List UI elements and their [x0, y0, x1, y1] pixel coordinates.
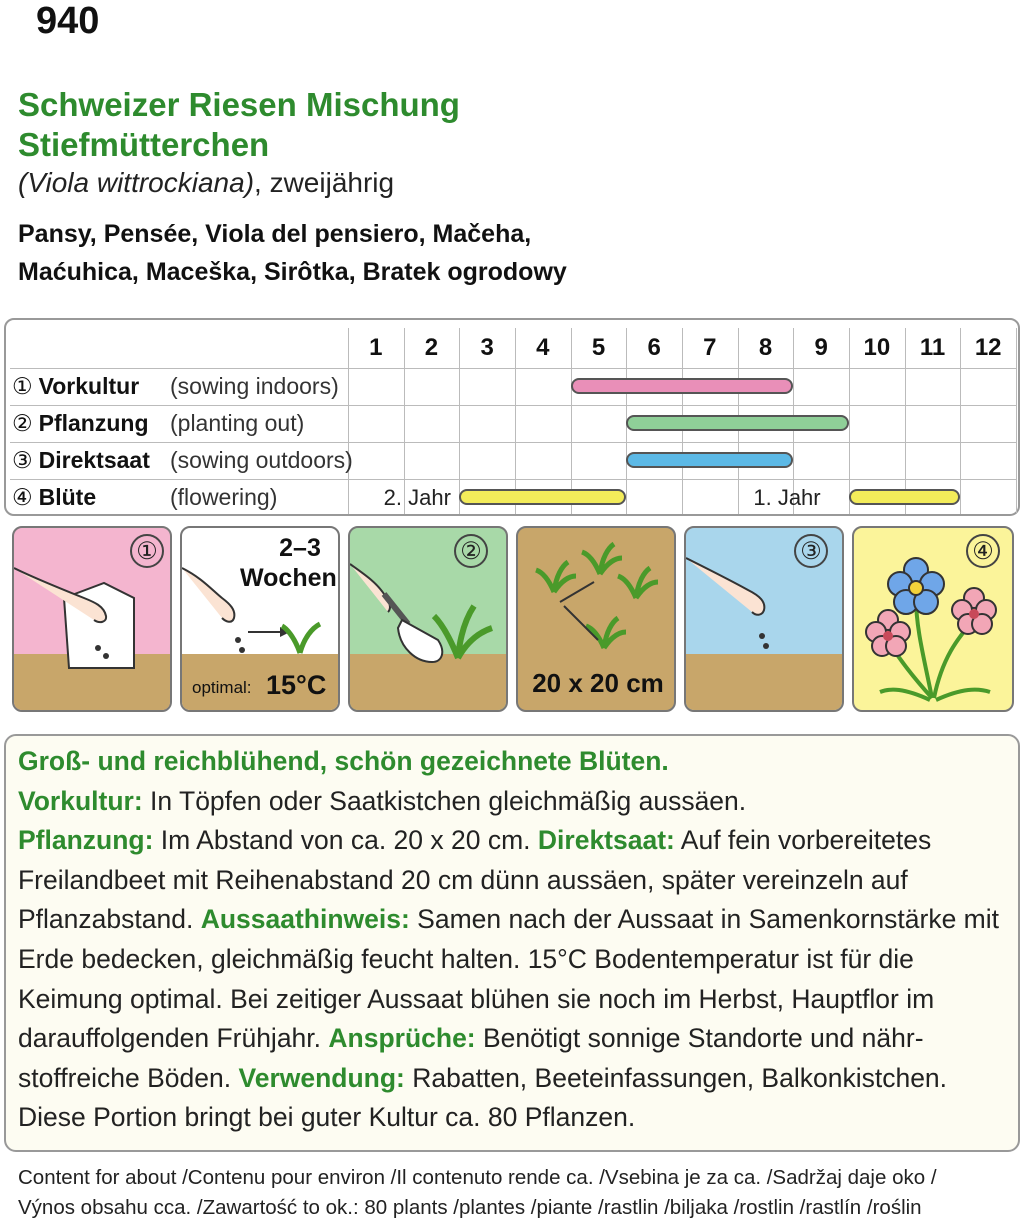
- month-label: 10: [863, 334, 891, 361]
- product-subtitle: Stiefmütterchen: [18, 126, 270, 163]
- direktsaat-label: Direktsaat:: [537, 825, 675, 856]
- calendar-period-bar: [626, 415, 849, 431]
- content-note-line1: Content for about /Contenu pour environ /Il contenuto rende ca. /Vsebina je za ca. /Sadržaj daje oko /: [18, 1166, 937, 1189]
- optimal-temperature: 15°C: [266, 670, 327, 700]
- row-label-german: Blüte: [38, 484, 97, 510]
- aussaathinweis-text: Samen nach der Aussaat in Samenkornstärke mit Erde bedecken, gleichmäßig feucht halten. 15°C Bodentemperatur ist für die Keimung optimal. Bei zeitiger Aussaat blühen sie noch im Herbst, Hauptflor im darauffolgenden Frühjahr.: [18, 904, 999, 1054]
- ansprueche-text: Benötigt sonnige Standorte und nähr-stoffreiche Böden.: [18, 1023, 924, 1093]
- calendar-period-bar: [626, 452, 793, 468]
- month-label: 9: [814, 334, 828, 361]
- calendar-row-divider: [10, 479, 1016, 480]
- pictogram-spacing: [516, 526, 676, 712]
- product-title: Schweizer Riesen Mischung: [18, 86, 460, 123]
- row-label-german: Direktsaat: [38, 447, 150, 473]
- pflanzung-text: Im Abstand von ca. 20 x 20 cm.: [153, 825, 538, 856]
- plant-spacing-label: 20 x 20 cm: [532, 668, 664, 698]
- aussaathinweis-label: Aussaathinweis:: [200, 904, 410, 935]
- latin-suffix: , zweijährig: [254, 167, 395, 198]
- row-label-german: Pflanzung: [38, 410, 149, 436]
- flowering-year-label: 2. Jahr: [383, 485, 451, 510]
- row-label-english: (flowering): [170, 484, 278, 510]
- row-number: ①: [12, 373, 33, 399]
- calendar-row-divider: [10, 442, 1016, 443]
- row-label-english: (sowing outdoors): [170, 447, 353, 473]
- step-number-3: ③: [794, 534, 828, 568]
- step-number-4: ④: [966, 534, 1000, 568]
- verwendung-text: Rabatten, Beeteinfassungen, Balkonkistchen. Diese Portion bringt bei guter Kultur ca. 80 Pflanzen.: [18, 1062, 948, 1133]
- month-label: 5: [591, 334, 606, 361]
- pictogram-sowing-indoors: [12, 526, 172, 712]
- common-names-line2: Maćuhica, Maceška, Sirôtka, Bratek ogrodowy: [18, 258, 567, 286]
- article-number: 940: [36, 0, 100, 42]
- month-label: 12: [974, 334, 1002, 361]
- flowering-year-label: 1. Jahr: [753, 485, 821, 510]
- row-label-english: (planting out): [170, 410, 305, 436]
- row-label-german: Vorkultur: [38, 373, 140, 399]
- wait-weeks-range: 2–3: [279, 534, 321, 562]
- calendar-row-divider: [10, 368, 1016, 369]
- calendar-period-bar: [571, 378, 794, 394]
- row-number: ④: [12, 484, 33, 510]
- month-label: 3: [480, 334, 494, 361]
- latin-species: (Viola wittrockiana): [18, 167, 255, 198]
- verwendung-label: Verwendung:: [238, 1062, 405, 1093]
- ansprueche-label: Ansprüche:: [328, 1023, 476, 1054]
- month-label: 4: [536, 334, 550, 361]
- row-number: ③: [12, 447, 33, 473]
- wait-weeks-label: Wochen: [240, 564, 337, 592]
- calendar-period-bar: [459, 489, 626, 505]
- content-note-line2: Výnos obsahu cca. /Zawartość to ok.: 80 plants /plantes /piante /rastlin /biljaka /rostlin /rastlín /roślin: [18, 1196, 922, 1219]
- description-text: [18, 742, 1016, 1138]
- row-number: ②: [12, 410, 33, 436]
- month-label: 8: [758, 334, 773, 361]
- latin-name: [18, 167, 394, 199]
- month-label: 11: [919, 334, 946, 361]
- common-names-line1: Pansy, Pensée, Viola del pensiero, Mačeha,: [18, 220, 532, 248]
- description-headline: Groß- und reichblühend, schön gezeichnete Blüten.: [18, 746, 669, 776]
- month-label: 7: [703, 334, 717, 361]
- calendar-row-label: [12, 442, 353, 479]
- month-label: 6: [647, 334, 661, 361]
- month-label: 1: [369, 334, 383, 361]
- step-number-2: ②: [454, 534, 488, 568]
- pictogram-sowing-outdoors: [684, 526, 844, 712]
- calendar-row-label: [12, 368, 339, 405]
- calendar-row-label: [12, 405, 305, 442]
- pictogram-planting-out: [348, 526, 508, 712]
- pflanzung-label: Pflanzung:: [18, 825, 154, 856]
- vorkultur-label: Vorkultur:: [18, 785, 143, 816]
- direktsaat-text: Auf fein vorbereitetes Freilandbeet mit Reihenabstand 20 cm dünn aussäen, später vereinzeln auf Pflanzabstand.: [18, 825, 932, 935]
- calendar-row-label: [12, 479, 278, 516]
- row-label-english: (sowing indoors): [170, 373, 339, 399]
- vorkultur-text: In Töpfen oder Saatkistchen gleichmäßig aussäen.: [142, 785, 747, 816]
- pictogram-germination: [180, 526, 340, 712]
- optimal-label: optimal:: [192, 678, 252, 697]
- pictogram-flowering: [852, 526, 1014, 712]
- calendar-row-divider: [10, 405, 1016, 406]
- month-label: 2: [424, 334, 439, 361]
- calendar-period-bar: [849, 489, 960, 505]
- calendar-column-divider: [1016, 328, 1017, 514]
- step-number-1: ①: [130, 534, 164, 568]
